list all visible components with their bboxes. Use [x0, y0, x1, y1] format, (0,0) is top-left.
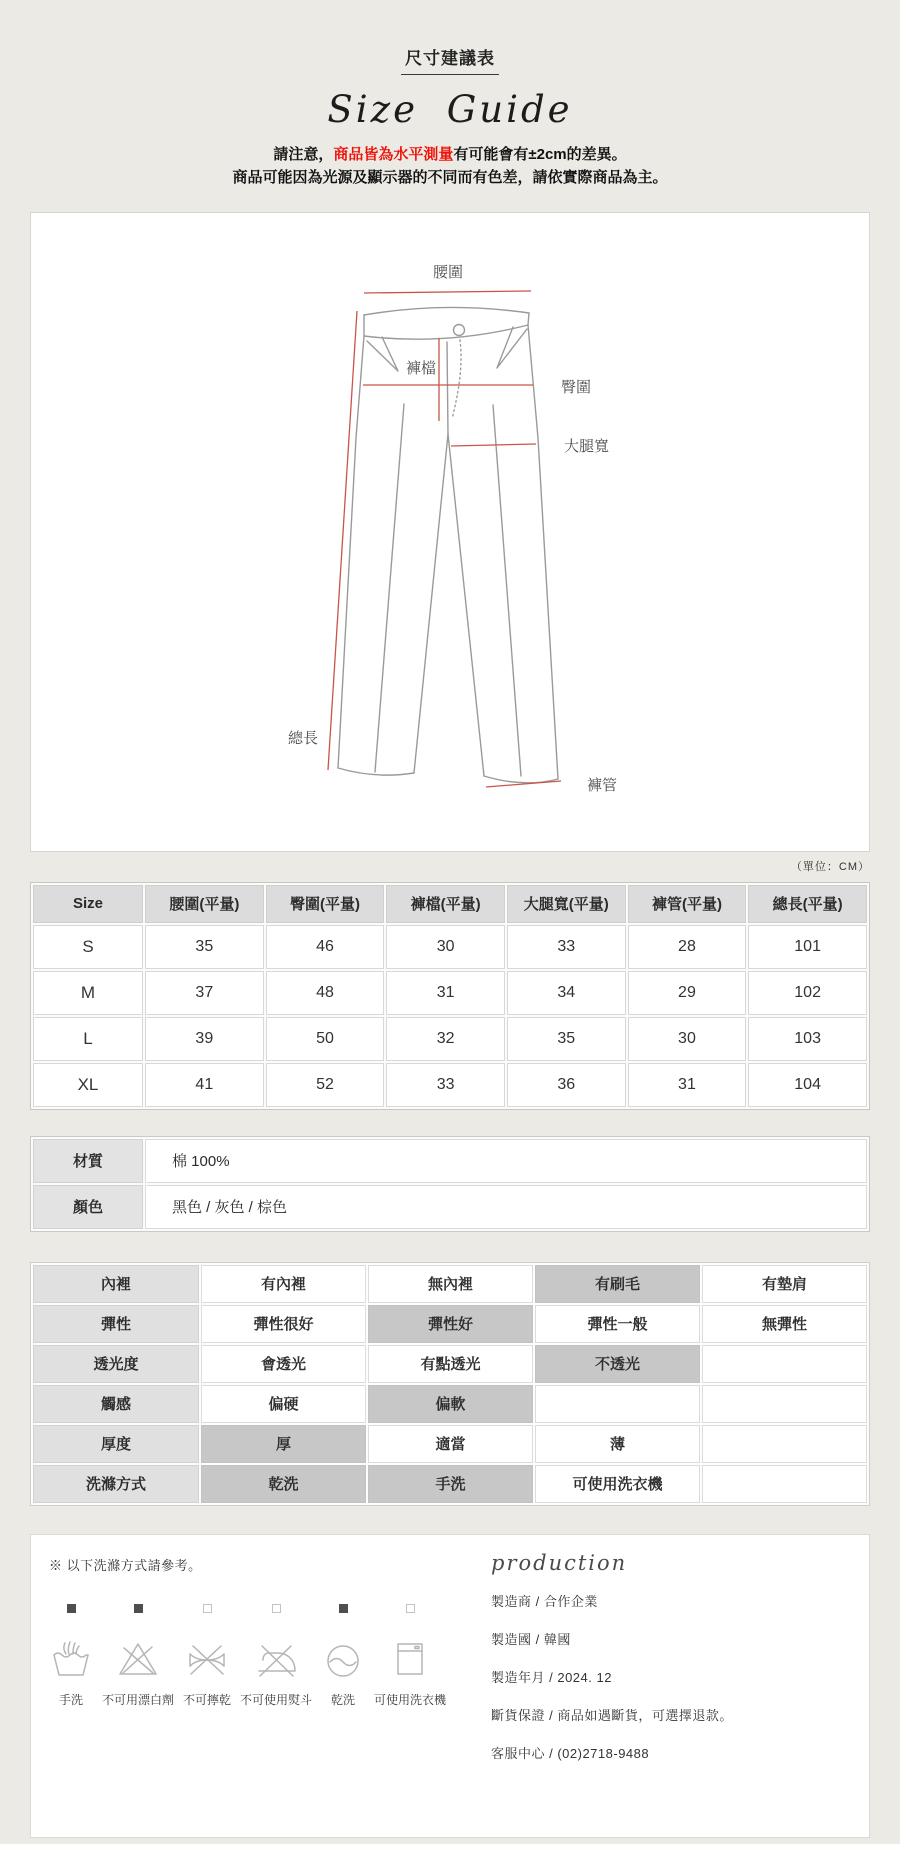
- size-value-cell: 37: [145, 971, 264, 1015]
- notice-line-2: 商品可能因為光源及顯示器的不同而有色差，請依實際商品為主。: [232, 169, 668, 187]
- size-value-cell: 102: [748, 971, 867, 1015]
- pants-waist-bottom: [364, 325, 528, 339]
- care-checkbox-unchecked: [406, 1604, 415, 1613]
- production-line: 製造商 / 合作企業: [491, 1593, 598, 1609]
- info-label-cell: 顏色: [33, 1185, 143, 1229]
- size-value-cell: 101: [748, 925, 867, 969]
- feature-option-cell: 無內裡: [368, 1265, 533, 1303]
- dry-clean-icon: [321, 1637, 365, 1681]
- care-note: ※ 以下洗滌方式請參考。: [49, 1557, 202, 1573]
- size-value-cell: 29: [628, 971, 747, 1015]
- feature-table-body: [33, 1265, 867, 1503]
- pants-left-pocket: [367, 337, 398, 371]
- feature-table-row: [33, 1385, 867, 1423]
- size-name-cell: L: [33, 1017, 143, 1061]
- thigh-label: 大腿寬: [564, 437, 610, 455]
- thigh-measure-line: [451, 444, 536, 446]
- size-table-row: [33, 971, 867, 1015]
- feature-label-cell: 洗滌方式: [33, 1465, 199, 1503]
- feature-label-cell: 內裡: [33, 1265, 199, 1303]
- feature-option-cell: 適當: [368, 1425, 533, 1463]
- production-line: 製造國 / 韓國: [491, 1631, 571, 1647]
- size-value-cell: 32: [386, 1017, 505, 1061]
- pants-waist-sides: [364, 313, 529, 336]
- feature-label-cell: 觸感: [33, 1385, 199, 1423]
- care-production-panel: [30, 1534, 870, 1838]
- size-table-row: [33, 1063, 867, 1107]
- care-label: 不可使用熨斗: [240, 1692, 313, 1707]
- pants-waist-top: [364, 307, 529, 315]
- care-item: [321, 1604, 365, 1708]
- size-table-header-cell: 總長(平量): [748, 885, 867, 923]
- feature-option-cell: [702, 1465, 867, 1503]
- care-item: [240, 1604, 312, 1708]
- production-section: [463, 1535, 869, 1837]
- feature-option-cell: 偏硬: [201, 1385, 366, 1423]
- size-table-head-row: [33, 885, 867, 923]
- size-table: [30, 882, 870, 1110]
- feature-option-cell: 可使用洗衣機: [535, 1465, 700, 1503]
- pants-right-outer-seam: [528, 325, 558, 779]
- hem-label: 褲管: [587, 776, 618, 794]
- size-value-cell: 35: [507, 1017, 626, 1061]
- waist-label: 腰圍: [432, 263, 464, 281]
- feature-table: [30, 1262, 870, 1506]
- size-value-cell: 30: [386, 925, 505, 969]
- no-bleach-icon: [116, 1637, 160, 1681]
- size-name-cell: XL: [33, 1063, 143, 1107]
- waist-measure-line: [364, 291, 531, 293]
- length-measure-line: [328, 311, 357, 770]
- size-table-header-cell: Size: [33, 885, 143, 923]
- care-label: 不可用漂白劑: [102, 1692, 175, 1707]
- info-table-row: [33, 1139, 867, 1183]
- feature-option-cell-selected: 偏軟: [368, 1385, 533, 1423]
- size-value-cell: 46: [266, 925, 385, 969]
- size-value-cell: 28: [628, 925, 747, 969]
- feature-table-row: [33, 1265, 867, 1303]
- care-checkbox-unchecked: [203, 1604, 212, 1613]
- feature-option-cell-selected: 有刷毛: [535, 1265, 700, 1303]
- production-line: 斷貨保證 / 商品如遇斷貨，可選擇退款。: [491, 1707, 733, 1723]
- size-value-cell: 48: [266, 971, 385, 1015]
- size-value-cell: 35: [145, 925, 264, 969]
- page-header: [0, 0, 900, 190]
- feature-option-cell: 有點透光: [368, 1345, 533, 1383]
- feature-option-cell: [702, 1385, 867, 1423]
- pants-front-seam: [447, 342, 448, 434]
- pants-button: [454, 324, 465, 335]
- feature-option-cell: [702, 1345, 867, 1383]
- size-diagram-panel: [30, 212, 870, 852]
- size-table-row: [33, 925, 867, 969]
- pants-diagram: [31, 213, 871, 853]
- material-color-table: [30, 1136, 870, 1232]
- care-checkbox-checked: [339, 1604, 348, 1613]
- size-value-cell: 104: [748, 1063, 867, 1107]
- care-checkbox-checked: [134, 1604, 143, 1613]
- no-wring-icon: [185, 1637, 229, 1681]
- feature-table-row: [33, 1345, 867, 1383]
- production-line: 製造年月 / 2024. 12: [491, 1669, 612, 1685]
- notice-red-text: 商品皆為水平測量: [333, 146, 454, 163]
- size-value-cell: 41: [145, 1063, 264, 1107]
- feature-label-cell: 透光度: [33, 1345, 199, 1383]
- feature-option-cell: 薄: [535, 1425, 700, 1463]
- care-item: [374, 1604, 446, 1708]
- size-value-cell: 39: [145, 1017, 264, 1061]
- washing-machine-icon: [388, 1637, 432, 1681]
- feature-option-cell: 彈性一般: [535, 1305, 700, 1343]
- no-iron-icon: [254, 1637, 298, 1681]
- size-value-cell: 33: [507, 925, 626, 969]
- size-table-header-cell: 大腿寬(平量): [507, 885, 626, 923]
- page-subtitle: Size Guide: [327, 88, 573, 131]
- info-value-cell: 棉 100%: [145, 1139, 867, 1183]
- care-item: [183, 1604, 231, 1708]
- size-table-header-cell: 褲檔(平量): [386, 885, 505, 923]
- feature-option-cell: 有墊肩: [702, 1265, 867, 1303]
- info-label-cell: 材質: [33, 1139, 143, 1183]
- feature-option-cell-selected: 乾洗: [201, 1465, 366, 1503]
- pants-fly-stitch: [452, 340, 461, 419]
- pants-left-inner-seam: [414, 434, 448, 773]
- size-name-cell: M: [33, 971, 143, 1015]
- feature-label-cell: 厚度: [33, 1425, 199, 1463]
- feature-table-row: [33, 1305, 867, 1343]
- care-label: 可使用洗衣機: [374, 1692, 447, 1707]
- feature-option-cell-selected: 彈性好: [368, 1305, 533, 1343]
- production-lines: [491, 1591, 869, 1762]
- size-value-cell: 34: [507, 971, 626, 1015]
- care-label: 乾洗: [331, 1692, 356, 1707]
- feature-option-cell: 有內裡: [201, 1265, 366, 1303]
- size-value-cell: 30: [628, 1017, 747, 1061]
- hand-wash-icon: [49, 1637, 93, 1681]
- size-table-row: [33, 1017, 867, 1061]
- info-table-row: [33, 1185, 867, 1229]
- size-value-cell: 36: [507, 1063, 626, 1107]
- production-line: 客服中心 / (02)2718-9488: [491, 1745, 650, 1761]
- care-section: [31, 1535, 463, 1837]
- production-heading: production: [491, 1550, 628, 1575]
- unit-note: （單位：CM）: [790, 860, 870, 873]
- size-value-cell: 103: [748, 1017, 867, 1061]
- pants-left-crease: [375, 404, 404, 772]
- feature-table-row: [33, 1465, 867, 1503]
- care-item: [49, 1604, 93, 1708]
- info-value-cell: 黑色 / 灰色 / 棕色: [145, 1185, 867, 1229]
- notice-line-1: 請注意，商品皆為水平測量有可能會有±2cm的差異。: [273, 146, 627, 163]
- care-checkbox-unchecked: [272, 1604, 281, 1613]
- feature-table-row: [33, 1425, 867, 1463]
- pants-right-inner-seam: [448, 434, 484, 776]
- footer-strip: [0, 1844, 900, 1858]
- size-value-cell: 50: [266, 1017, 385, 1061]
- feature-label-cell: 彈性: [33, 1305, 199, 1343]
- feature-option-cell: 會透光: [201, 1345, 366, 1383]
- size-table-header-cell: 臀圍(平量): [266, 885, 385, 923]
- hem-measure-line: [486, 781, 561, 787]
- pants-right-crease: [493, 405, 521, 776]
- total-length-label: 總長: [287, 729, 319, 747]
- care-checkbox-checked: [67, 1604, 76, 1613]
- page-title: 尺寸建議表: [401, 44, 499, 75]
- size-value-cell: 31: [628, 1063, 747, 1107]
- size-value-cell: 31: [386, 971, 505, 1015]
- care-label: 手洗: [58, 1692, 83, 1707]
- hip-label: 臀圍: [561, 378, 592, 396]
- feature-option-cell: 無彈性: [702, 1305, 867, 1343]
- care-item: [102, 1604, 174, 1708]
- size-value-cell: 52: [266, 1063, 385, 1107]
- size-table-header-cell: 褲管(平量): [628, 885, 747, 923]
- size-table-header-cell: 腰圍(平量): [145, 885, 264, 923]
- feature-option-cell-selected: 手洗: [368, 1465, 533, 1503]
- notice-text: [0, 143, 900, 190]
- size-table-body: [33, 925, 867, 1107]
- feature-option-cell: 彈性很好: [201, 1305, 366, 1343]
- crotch-label: 褲檔: [405, 359, 437, 377]
- info-table-body: [33, 1139, 867, 1229]
- feature-option-cell-selected: 不透光: [535, 1345, 700, 1383]
- feature-option-cell-selected: 厚: [201, 1425, 366, 1463]
- pants-left-hem: [338, 768, 414, 775]
- feature-option-cell: [535, 1385, 700, 1423]
- pants-right-pocket: [497, 327, 527, 368]
- feature-option-cell: [702, 1425, 867, 1463]
- size-value-cell: 33: [386, 1063, 505, 1107]
- care-items: [49, 1604, 463, 1708]
- care-label: 不可擰乾: [183, 1692, 232, 1707]
- size-name-cell: S: [33, 925, 143, 969]
